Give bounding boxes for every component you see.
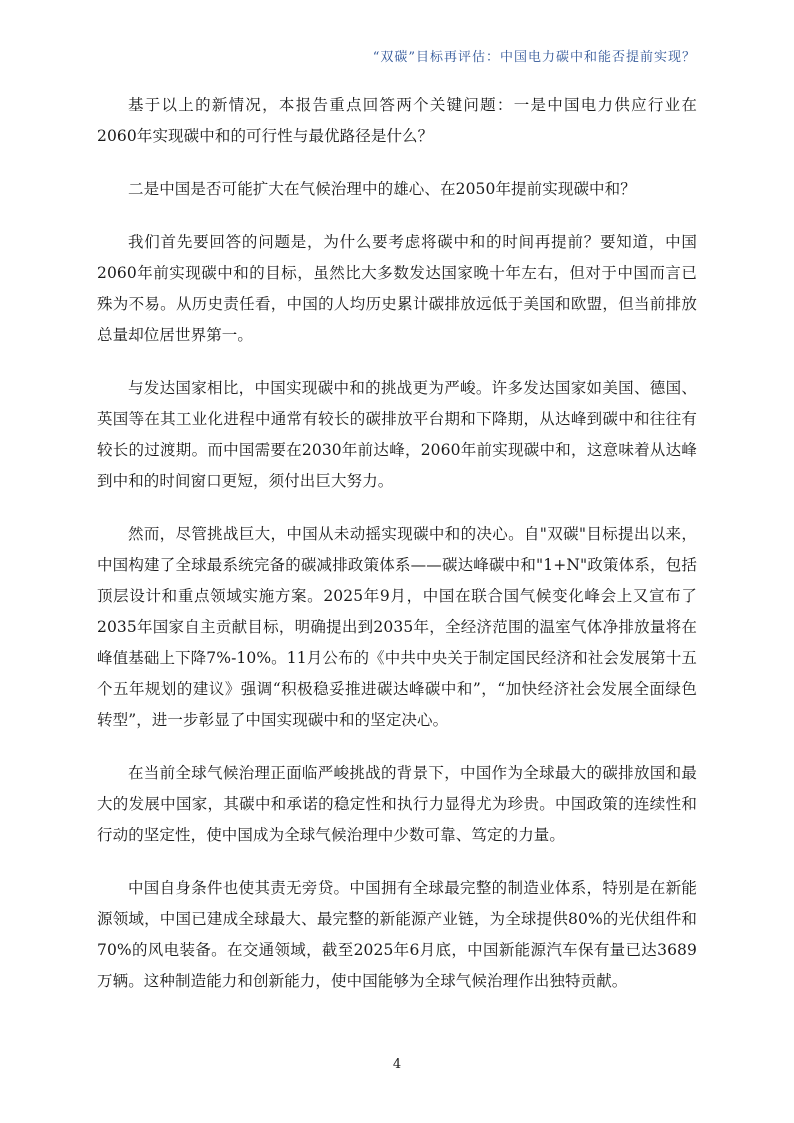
paragraph-1: 基于以上的新情况，本报告重点回答两个关键问题：一是中国电力供应行业在2060年实现碳中和的可行性与最优路径是什么？: [97, 96, 697, 145]
paragraph-5: 然而，尽管挑战巨大，中国从未动摇实现碳中和的决心。自"双碳"目标提出以来，中国构建了全球最系统完备的碳减排政策体系——碳达峰碳中和"1+N"政策体系，包括顶层设计和重点领域实施方案。2025年9月，中国在联合国气候变化峰会上又宣布了2035年国家自主贡献目标，明确提出到2035年，全经济范围的温室气体净排放量将在峰值基础上下降7%-10%。11月公布的《中共中央关于制定国民经济和社会发展第十五个五年规划的建议》强调“积极稳妥推进碳达峰碳中和”，“加快经济社会发展全面绿色转型”，进一步彰显了中国实现碳中和的坚定决心。: [97, 525, 697, 729]
running-header: “双碳”目标再评估：中国电力碳中和能否提前实现？: [372, 50, 696, 65]
body-text: [97, 90, 697, 1019]
paragraph-6: 在当前全球气候治理正面临严峻挑战的背景下，中国作为全球最大的碳排放国和最大的发展中国家，其碳中和承诺的稳定性和执行力显得尤为珍贵。中国政策的连续性和行动的坚定性，使中国成为全球气候治理中少数可靠、笃定的力量。: [97, 764, 697, 844]
paragraph-4: 与发达国家相比，中国实现碳中和的挑战更为严峻。许多发达国家如美国、德国、英国等在其工业化进程中通常有较长的碳排放平台期和下降期，从达峰到碳中和往往有较长的过渡期。而中国需要在2030年前达峰，2060年前实现碳中和，这意味着从达峰到中和的时间窗口更短，须付出巨大努力。: [97, 379, 697, 490]
paragraph-2: 二是中国是否可能扩大在气候治理中的雄心、在2050年提前实现碳中和？: [128, 180, 636, 198]
paragraph-3: 我们首先要回答的问题是，为什么要考虑将碳中和的时间再提前？要知道，中国2060年前实现碳中和的目标，虽然比大多数发达国家晚十年左右，但对于中国而言已殊为不易。从历史责任看，中国的人均历史累计碳排放远低于美国和欧盟，但当前排放总量却位居世界第一。: [97, 233, 697, 344]
page-number: 4: [392, 1057, 402, 1072]
paragraph-7: 中国自身条件也使其责无旁贷。中国拥有全球最完整的制造业体系，特别是在新能源领域，中国已建成全球最大、最完整的新能源产业链，为全球提供80%的光伏组件和70%的风电装备。在交通领域，截至2025年6月底，中国新能源汽车保有量已达3689万辆。这种制造能力和创新能力，使中国能够为全球气候治理作出独特贡献。: [97, 879, 697, 990]
